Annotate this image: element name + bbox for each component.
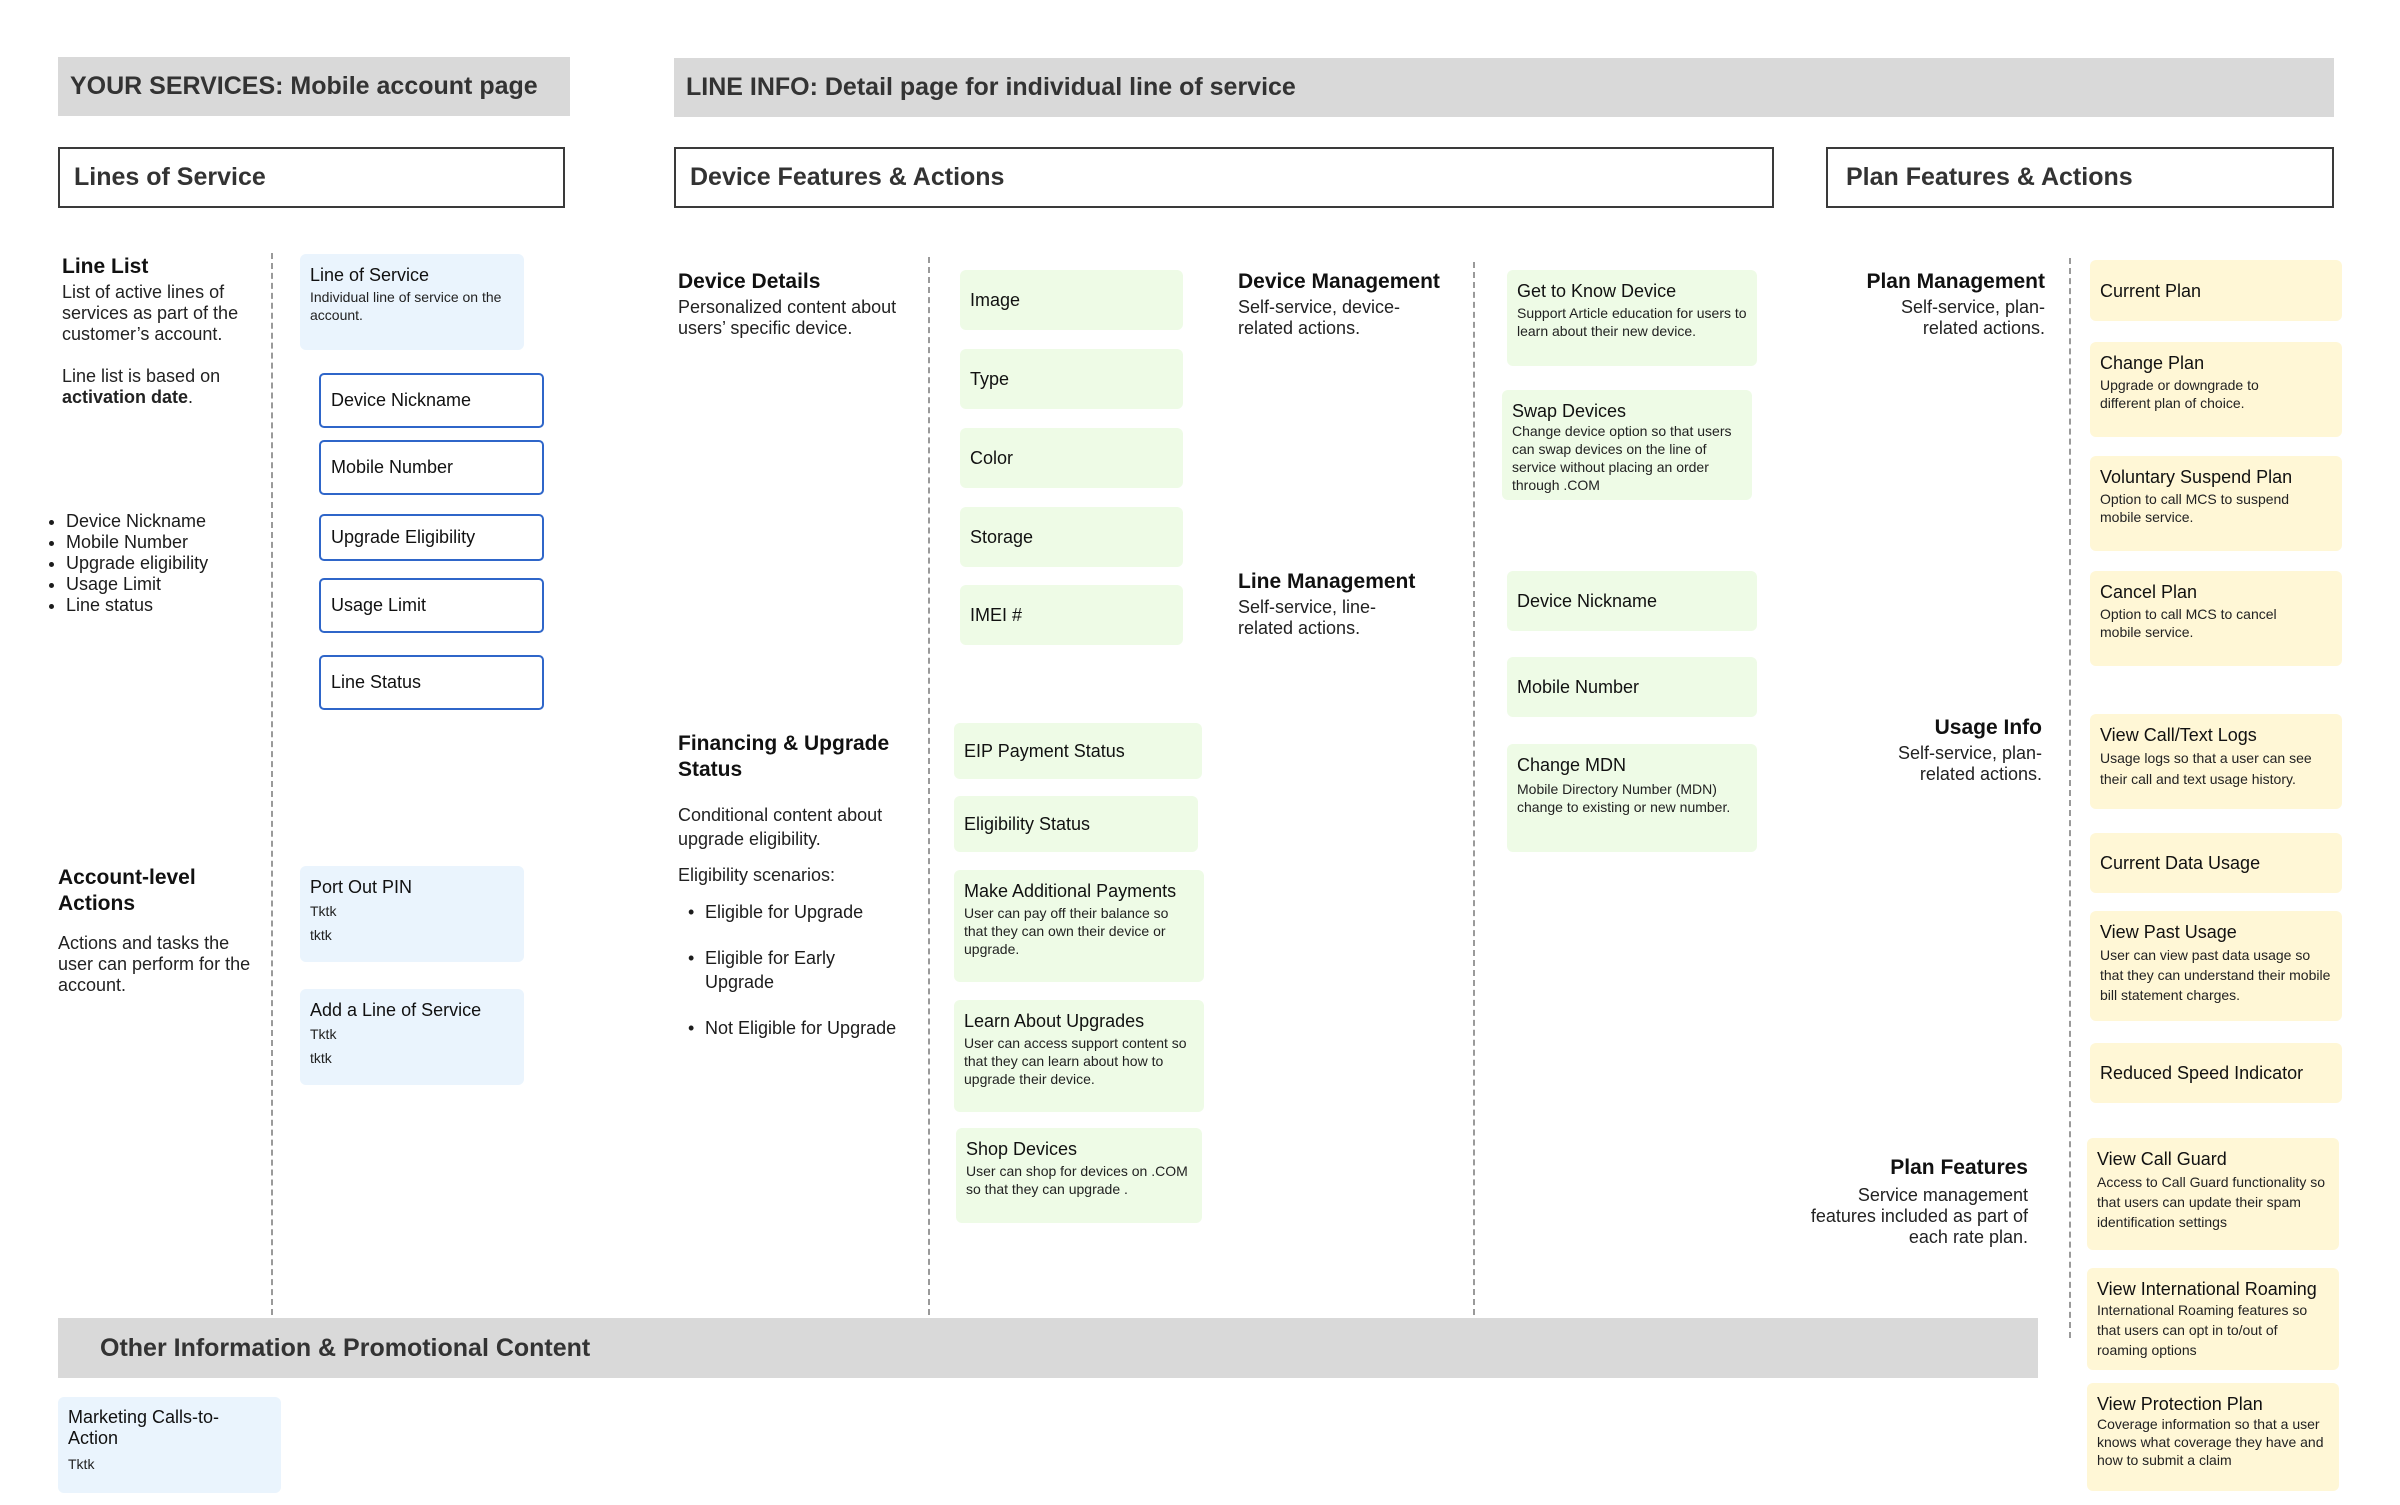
- make-payments-card[interactable]: [954, 870, 1204, 982]
- line-management-block: [1238, 569, 1468, 639]
- past-usage-title: View Past Usage: [2100, 922, 2237, 942]
- field-mobile-number[interactable]: Mobile Number: [319, 440, 544, 495]
- financing-scenarios-label: Eligibility scenarios:: [678, 865, 836, 885]
- eligibility-status-item[interactable]: [954, 796, 1198, 852]
- change-plan-card[interactable]: [2090, 342, 2342, 437]
- device-management-title: Device Management: [1238, 270, 1440, 293]
- plan-features-block: [1800, 1155, 2028, 1248]
- usage-info-block: [1820, 715, 2042, 785]
- line-device-nickname-item[interactable]: [1507, 571, 1757, 631]
- line-mobile-number-label: Mobile Number: [1517, 677, 1640, 697]
- line-list-title: Line List: [62, 255, 149, 278]
- bullet-usage-limit: • Usage Limit: [66, 574, 272, 595]
- bullet-device-nickname: • Device Nickname: [66, 511, 272, 532]
- usage-info-desc: Self-service, plan-related actions.: [1897, 743, 2042, 784]
- international-roaming-desc: International Roaming features so that users can opt in to/out of roaming options: [2097, 1302, 2308, 1358]
- line-list-note-bold: activation date: [62, 387, 189, 407]
- call-guard-title: View Call Guard: [2097, 1149, 2227, 1169]
- international-roaming-title: View International Roaming: [2097, 1279, 2317, 1299]
- plan-management-title: Plan Management: [1866, 270, 2045, 293]
- device-type-label: Type: [970, 369, 1010, 389]
- divider-device-management: [1473, 262, 1475, 1315]
- device-details-title: Device Details: [678, 270, 821, 293]
- scenario-early: • Eligible for Early Upgrade: [678, 946, 845, 994]
- plan-features-header-text: Plan Features & Actions: [1846, 163, 2133, 191]
- device-details-desc: Personalized content about users’ specific device.: [678, 297, 897, 338]
- account-actions-title: Account-level Actions: [58, 866, 196, 915]
- learn-upgrades-title: Learn About Upgrades: [964, 1011, 1145, 1031]
- device-imei-label: IMEI #: [970, 605, 1023, 625]
- voluntary-suspend-desc: Option to call MCS to suspend mobile service.: [2100, 491, 2290, 525]
- port-out-pin-card[interactable]: [300, 866, 524, 962]
- financing-title: Financing & Upgrade Status: [678, 732, 890, 781]
- financing-block: [678, 731, 918, 1040]
- get-to-know-device-desc: Support Article education for users to learn about their new device.: [1517, 305, 1747, 339]
- current-plan-label: Current Plan: [2100, 280, 2202, 301]
- line-mobile-number-item[interactable]: [1507, 657, 1757, 717]
- plan-features-header: [1826, 147, 2334, 208]
- shop-devices-title: Shop Devices: [966, 1139, 1078, 1159]
- learn-upgrades-desc: User can access support content so that they can learn about how to upgrade their device.: [964, 1035, 1187, 1087]
- swap-devices-title: Swap Devices: [1512, 401, 1627, 421]
- line-of-service-desc: Individual line of service on the account.: [310, 289, 502, 323]
- change-mdn-desc: Mobile Directory Number (MDN) change to existing or new number.: [1517, 781, 1731, 815]
- line-list-note: [62, 366, 262, 408]
- call-guard-desc: Access to Call Guard functionality so that users can update their spam identification settings: [2097, 1174, 2325, 1230]
- device-image-label: Image: [970, 290, 1021, 310]
- eip-payment-status-label: EIP Payment Status: [964, 741, 1125, 761]
- change-plan-desc: Upgrade or downgrade to different plan of choice.: [2100, 377, 2259, 411]
- port-out-pin-line2: tktk: [310, 927, 332, 943]
- line-management-title: Line Management: [1238, 570, 1416, 593]
- device-features-header-text: Device Features & Actions: [690, 163, 1005, 191]
- scenario-eligible: • Eligible for Upgrade: [678, 900, 918, 924]
- device-management-desc: Self-service, device-related actions.: [1238, 297, 1401, 338]
- your-services-banner-text: YOUR SERVICES: Mobile account page: [70, 72, 538, 100]
- learn-upgrades-card[interactable]: [954, 1000, 1204, 1112]
- reduced-speed-label: Reduced Speed Indicator: [2100, 1063, 2304, 1083]
- other-info-banner-text: Other Information & Promotional Content: [100, 1333, 591, 1362]
- device-image-item[interactable]: [960, 270, 1183, 330]
- port-out-pin-title: Port Out PIN: [310, 877, 413, 897]
- get-to-know-device-title: Get to Know Device: [1517, 281, 1677, 301]
- change-mdn-card[interactable]: [1507, 744, 1757, 852]
- protection-plan-desc: Coverage information so that a user knows what coverage they have and how to submit a claim: [2097, 1416, 2324, 1468]
- marketing-cta-line1: Tktk: [68, 1456, 95, 1472]
- call-text-logs-desc: Usage logs so that a user can see their call and text usage history.: [2100, 750, 2312, 787]
- add-line-line2: tktk: [310, 1050, 332, 1066]
- plan-features-desc: Service management features included as part of each rate plan.: [1810, 1185, 2028, 1247]
- cancel-plan-card[interactable]: [2090, 571, 2342, 666]
- field-device-nickname[interactable]: Device Nickname: [319, 373, 544, 428]
- plan-management-block: [1820, 269, 2045, 339]
- marketing-cta-title: Marketing Calls-to-Action: [68, 1407, 220, 1448]
- swap-devices-desc: Change device option so that users can swap devices on the line of service without placing an order through .COM: [1512, 423, 1732, 493]
- shop-devices-desc: User can shop for devices on .COM so that they can upgrade .: [966, 1163, 1188, 1197]
- bullet-mobile-number: • Mobile Number: [66, 532, 272, 553]
- device-color-label: Color: [970, 448, 1014, 468]
- device-details-block: [678, 269, 903, 339]
- past-usage-desc: User can view past data usage so that they can understand their mobile bill statement charges.: [2100, 947, 2331, 1003]
- protection-plan-title: View Protection Plan: [2097, 1394, 2263, 1414]
- eligibility-status-label: Eligibility Status: [964, 814, 1091, 834]
- add-line-title: Add a Line of Service: [310, 1000, 482, 1020]
- international-roaming-card[interactable]: [2087, 1268, 2339, 1370]
- make-payments-title: Make Additional Payments: [964, 881, 1177, 901]
- call-text-logs-card[interactable]: [2090, 714, 2342, 809]
- lines-of-service-header-text: Lines of Service: [74, 163, 266, 191]
- usage-info-title: Usage Info: [1934, 716, 2042, 739]
- plan-management-desc: Self-service, plan-related actions.: [1900, 297, 2045, 338]
- lines-of-service-header: [58, 147, 565, 208]
- divider-plan: [2069, 258, 2071, 1338]
- device-imei-item[interactable]: [960, 585, 1183, 645]
- line-list-desc: List of active lines of services as part of the customer’s account.: [62, 282, 239, 344]
- change-mdn-title: Change MDN: [1517, 755, 1627, 775]
- line-of-service-title: Line of Service: [310, 265, 430, 285]
- bullet-line-status: • Line status: [66, 595, 272, 616]
- line-list-note-prefix: Line list is based on: [62, 366, 221, 386]
- financing-desc: Conditional content about upgrade eligibility.: [678, 805, 883, 849]
- call-text-logs-title: View Call/Text Logs: [2100, 725, 2257, 745]
- call-guard-card[interactable]: [2087, 1138, 2339, 1250]
- field-upgrade-eligibility[interactable]: Upgrade Eligibility: [319, 514, 544, 561]
- voluntary-suspend-card[interactable]: [2090, 456, 2342, 551]
- line-list-note-suffix: .: [188, 387, 194, 407]
- device-color-item[interactable]: [960, 428, 1183, 488]
- line-list-bullets: [52, 511, 272, 616]
- port-out-pin-line1: Tktk: [310, 903, 337, 919]
- cancel-plan-title: Cancel Plan: [2100, 582, 2198, 602]
- account-actions-desc: Actions and tasks the user can perform for the account.: [58, 933, 251, 995]
- add-line-line1: Tktk: [310, 1026, 337, 1042]
- swap-devices-card[interactable]: [1502, 390, 1752, 500]
- protection-plan-card[interactable]: [2087, 1383, 2339, 1491]
- device-management-block: [1238, 269, 1468, 339]
- divider-lines-of-service: [271, 253, 273, 1315]
- eip-payment-status-item[interactable]: [954, 723, 1202, 779]
- device-features-header: [674, 147, 1774, 208]
- voluntary-suspend-title: Voluntary Suspend Plan: [2100, 467, 2293, 487]
- current-data-usage-label: Current Data Usage: [2100, 853, 2261, 873]
- field-usage-limit[interactable]: Usage Limit: [319, 578, 544, 633]
- reduced-speed-item[interactable]: [2090, 1043, 2342, 1103]
- get-to-know-device-card[interactable]: [1507, 270, 1757, 366]
- line-info-banner: [674, 58, 2334, 117]
- make-payments-desc: User can pay off their balance so that they can own their device or upgrade.: [964, 905, 1169, 957]
- other-info-banner: [58, 1318, 2038, 1378]
- your-services-banner: [58, 57, 570, 116]
- plan-features-title: Plan Features: [1890, 1156, 2028, 1179]
- field-line-status[interactable]: Line Status: [319, 655, 544, 710]
- line-management-desc: Self-service, line-related actions.: [1238, 597, 1377, 638]
- shop-devices-card[interactable]: [956, 1128, 1202, 1223]
- line-list-block: [62, 254, 262, 408]
- cancel-plan-desc: Option to call MCS to cancel mobile service.: [2100, 606, 2277, 640]
- scenario-not-eligible: • Not Eligible for Upgrade: [678, 1016, 918, 1040]
- current-data-usage-item[interactable]: [2090, 833, 2342, 893]
- line-info-banner-text: LINE INFO: Detail page for individual line of service: [686, 73, 1296, 101]
- change-plan-title: Change Plan: [2100, 353, 2205, 373]
- account-actions-block: [58, 865, 258, 996]
- past-usage-card[interactable]: [2090, 911, 2342, 1021]
- add-line-card[interactable]: [300, 989, 524, 1085]
- device-storage-item[interactable]: [960, 507, 1183, 567]
- divider-device-details: [928, 257, 930, 1315]
- line-device-nickname-label: Device Nickname: [1517, 591, 1658, 611]
- device-storage-label: Storage: [970, 527, 1034, 547]
- line-of-service-card[interactable]: [300, 254, 524, 350]
- device-type-item[interactable]: [960, 349, 1183, 409]
- bullet-upgrade-eligibility: • Upgrade eligibility: [66, 553, 272, 574]
- current-plan-item[interactable]: [2090, 260, 2342, 321]
- marketing-cta-card[interactable]: [58, 1397, 281, 1493]
